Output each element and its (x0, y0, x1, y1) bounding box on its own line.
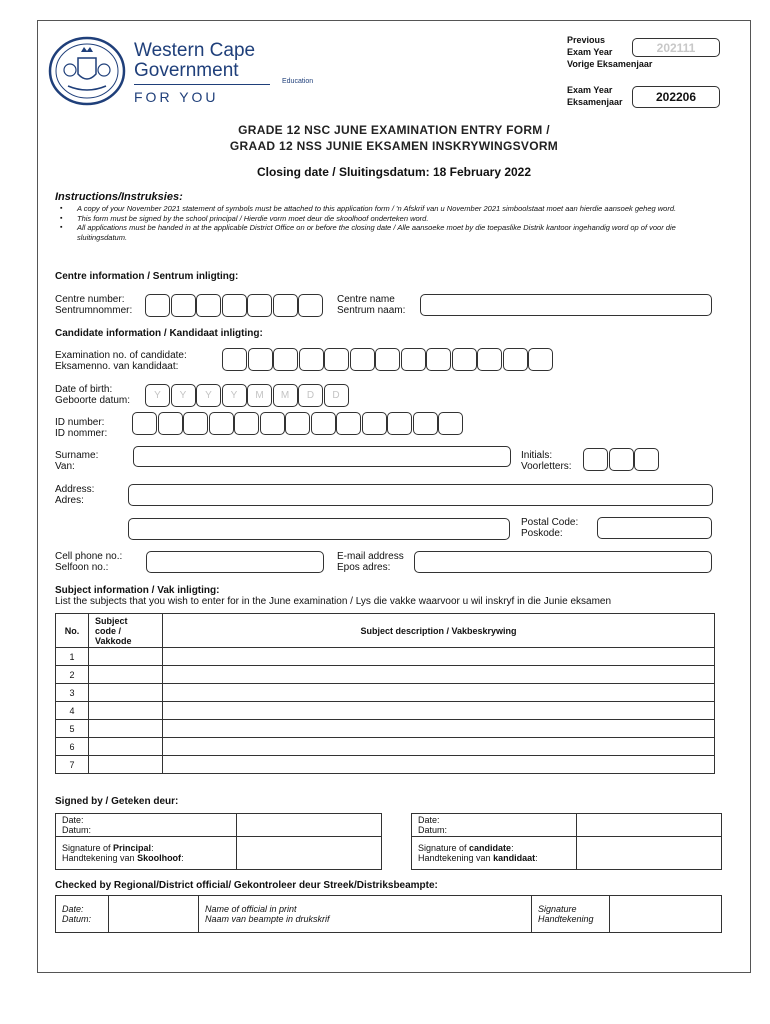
subject-code-cell[interactable] (89, 756, 163, 774)
initials-cells (583, 448, 660, 471)
subject-info-heading: Subject information / Vak inligting: (55, 585, 220, 596)
col-description-header: Subject description / Vakbeskrywing (163, 614, 715, 648)
closing-date: Closing date / Sluitingsdatum: 18 February 2022 (256, 165, 532, 179)
instructions-list (55, 204, 720, 242)
candidate-signature-table (411, 813, 722, 870)
principal-signature-field[interactable] (237, 837, 382, 870)
subject-info-subheading: List the subjects that you wish to enter for in the June examination / Lys die vakke waarvoor u wil inskryf in die Junie eksamen (55, 596, 612, 607)
digit-cell[interactable] (248, 348, 273, 371)
exam-number-label: Examination no. of candidate: Eksamenno. van kandidaat: (55, 350, 187, 372)
subject-code-cell[interactable] (89, 648, 163, 666)
digit-cell[interactable] (273, 348, 298, 371)
official-check-table (55, 895, 722, 933)
previous-year-label: Previous Exam Year Vorige Eksamenjaar (567, 35, 653, 69)
exam-number-cells (222, 348, 554, 371)
form-title-en: GRADE 12 NSC JUNE EXAMINATION ENTRY FORM / (238, 123, 550, 137)
digit-cell[interactable] (401, 348, 426, 371)
digit-cell[interactable] (298, 294, 323, 317)
digit-cell[interactable] (324, 348, 349, 371)
initials-label: Initials: Voorletters: (521, 450, 572, 472)
digit-cell[interactable] (452, 348, 477, 371)
col-no-header: No. (56, 614, 89, 648)
subject-description-cell[interactable] (163, 648, 715, 666)
subject-code-cell[interactable] (89, 720, 163, 738)
dob-label: Date of birth: Geboorte datum: (55, 384, 131, 406)
exam-year-field[interactable]: 202206 (632, 86, 720, 108)
digit-cell[interactable] (158, 412, 183, 435)
digit-cell[interactable] (260, 412, 285, 435)
logo-divider (134, 84, 270, 85)
form-title-af: GRAAD 12 NSS JUNIE EKSAMEN INSKRYWINGSVORM (229, 139, 559, 153)
digit-cell[interactable] (438, 412, 463, 435)
id-number-label: ID number: ID nommer: (55, 417, 108, 439)
org-name-line2: Government (134, 60, 239, 81)
dob-year-cell[interactable]: Y (171, 384, 196, 407)
digit-cell[interactable] (171, 294, 196, 317)
surname-label: Surname: Van: (55, 450, 99, 472)
digit-cell[interactable] (426, 348, 451, 371)
address-line2-field[interactable] (128, 518, 510, 540)
subject-code-cell[interactable] (89, 702, 163, 720)
dob-year-cell[interactable]: Y (145, 384, 170, 407)
digit-cell[interactable] (222, 348, 247, 371)
principal-signature-table (55, 813, 382, 870)
centre-name-label: Centre name Sentrum naam: (337, 294, 406, 316)
instruction-item: ▪ A copy of your November 2021 statement of symbols must be attached to this application form / 'n Afskrif van u November 2021 simboolstaat moet aan hierdie aansoek geheg word. (55, 204, 720, 214)
cell-phone-field[interactable] (146, 551, 324, 573)
table-row (56, 738, 715, 756)
tagline: FOR YOU (134, 89, 219, 105)
subject-description-cell[interactable] (163, 738, 715, 756)
id-number-cells (132, 412, 464, 435)
subject-description-cell[interactable] (163, 702, 715, 720)
row-number: 3 (56, 684, 89, 702)
row-number: 5 (56, 720, 89, 738)
digit-cell[interactable] (234, 412, 259, 435)
candidate-info-heading: Candidate information / Kandidaat inligting: (55, 328, 263, 339)
digit-cell[interactable] (209, 412, 234, 435)
dob-day-cell[interactable]: D (324, 384, 349, 407)
table-row (56, 666, 715, 684)
col-code-header: Subject code / Vakkode (89, 614, 163, 648)
digit-cell[interactable] (362, 412, 387, 435)
official-signature-label: Signature Handtekening (532, 896, 610, 933)
digit-cell[interactable] (528, 348, 553, 371)
candidate-date-label: Date: Datum: (412, 814, 577, 837)
row-number: 2 (56, 666, 89, 684)
row-number: 1 (56, 648, 89, 666)
principal-signature-label: Signature of Principal: Handtekening van Skoolhoof: (56, 837, 237, 870)
previous-exam-year-field[interactable]: 202111 (632, 38, 720, 57)
signed-by-heading: Signed by / Geteken deur: (55, 796, 179, 807)
initial-cell[interactable] (583, 448, 608, 471)
address-label: Address: Adres: (55, 484, 95, 506)
digit-cell[interactable] (145, 294, 170, 317)
centre-info-heading: Centre information / Sentrum inligting: (55, 271, 239, 282)
digit-cell[interactable] (183, 412, 208, 435)
subject-code-cell[interactable] (89, 684, 163, 702)
digit-cell[interactable] (247, 294, 272, 317)
digit-cell[interactable] (311, 412, 336, 435)
centre-number-cells (145, 294, 324, 317)
candidate-date-field[interactable] (577, 814, 722, 837)
row-number: 4 (56, 702, 89, 720)
subject-table (55, 613, 715, 774)
digit-cell[interactable] (336, 412, 361, 435)
candidate-signature-field[interactable] (577, 837, 722, 870)
subject-description-cell[interactable] (163, 684, 715, 702)
digit-cell[interactable] (222, 294, 247, 317)
digit-cell[interactable] (477, 348, 502, 371)
instruction-item: ▪ All applications must be handed in at the applicable District Office on or before the closing date / Alle aansoeke moet by die toepaslike Distrik kantoor ingehandig word op of voor die sluitingsdatum. (55, 223, 720, 242)
checked-by-heading: Checked by Regional/District official/ Gekontroleer deur Streek/Distriksbeampte: (55, 880, 438, 891)
official-date-label: Date: Datum: (56, 896, 109, 933)
coat-of-arms-icon (48, 36, 126, 106)
subject-code-cell[interactable] (89, 738, 163, 756)
address-line1-field[interactable] (128, 484, 713, 506)
centre-name-field[interactable] (420, 294, 712, 316)
digit-cell[interactable] (273, 294, 298, 317)
digit-cell[interactable] (413, 412, 438, 435)
digit-cell[interactable] (299, 348, 324, 371)
dob-month-cell[interactable]: M (273, 384, 298, 407)
centre-number-label: Centre number: Sentrumnommer: (55, 294, 133, 316)
principal-date-field[interactable] (237, 814, 382, 837)
table-row (56, 684, 715, 702)
candidate-signature-label: Signature of candidate: Handtekening van kandidaat: (412, 837, 577, 870)
digit-cell[interactable] (132, 412, 157, 435)
dob-day-cell[interactable]: D (298, 384, 323, 407)
dob-cells (145, 384, 349, 407)
cell-phone-label: Cell phone no.: Selfoon no.: (55, 551, 123, 573)
postal-code-field[interactable] (597, 517, 712, 539)
department-name: Education (282, 78, 314, 85)
digit-cell[interactable] (375, 348, 400, 371)
subject-description-cell[interactable] (163, 756, 715, 774)
row-number: 7 (56, 756, 89, 774)
email-field[interactable] (414, 551, 712, 573)
official-name-label: Name of official in print Naam van beampte in drukskrif (199, 896, 532, 933)
org-name-line1: Western Cape (134, 40, 256, 61)
principal-date-label: Date: Datum: (56, 814, 237, 837)
digit-cell[interactable] (503, 348, 528, 371)
dob-year-cell[interactable]: Y (222, 384, 247, 407)
dob-month-cell[interactable]: M (247, 384, 272, 407)
digit-cell[interactable] (350, 348, 375, 371)
postal-code-label: Postal Code: Poskode: (521, 517, 579, 539)
official-signature-field[interactable] (610, 896, 722, 933)
official-date-field[interactable] (109, 896, 199, 933)
subject-code-cell[interactable] (89, 666, 163, 684)
subject-description-cell[interactable] (163, 720, 715, 738)
instruction-item: ▪ This form must be signed by the school principal / Hierdie vorm moet deur die skoolhoof onderteken word. (55, 214, 720, 224)
row-number: 6 (56, 738, 89, 756)
table-row (56, 720, 715, 738)
surname-field[interactable] (133, 446, 511, 467)
digit-cell[interactable] (196, 294, 221, 317)
digit-cell[interactable] (387, 412, 412, 435)
table-row (56, 702, 715, 720)
email-label: E-mail address Epos adres: (337, 551, 404, 573)
instructions-heading: Instructions/Instruksies: (55, 191, 183, 203)
subject-description-cell[interactable] (163, 666, 715, 684)
exam-year-label: Exam Year Eksamenjaar (567, 85, 623, 107)
table-row (56, 756, 715, 774)
table-row (56, 648, 715, 666)
initial-cell[interactable] (634, 448, 659, 471)
dob-year-cell[interactable]: Y (196, 384, 221, 407)
initial-cell[interactable] (609, 448, 634, 471)
digit-cell[interactable] (285, 412, 310, 435)
